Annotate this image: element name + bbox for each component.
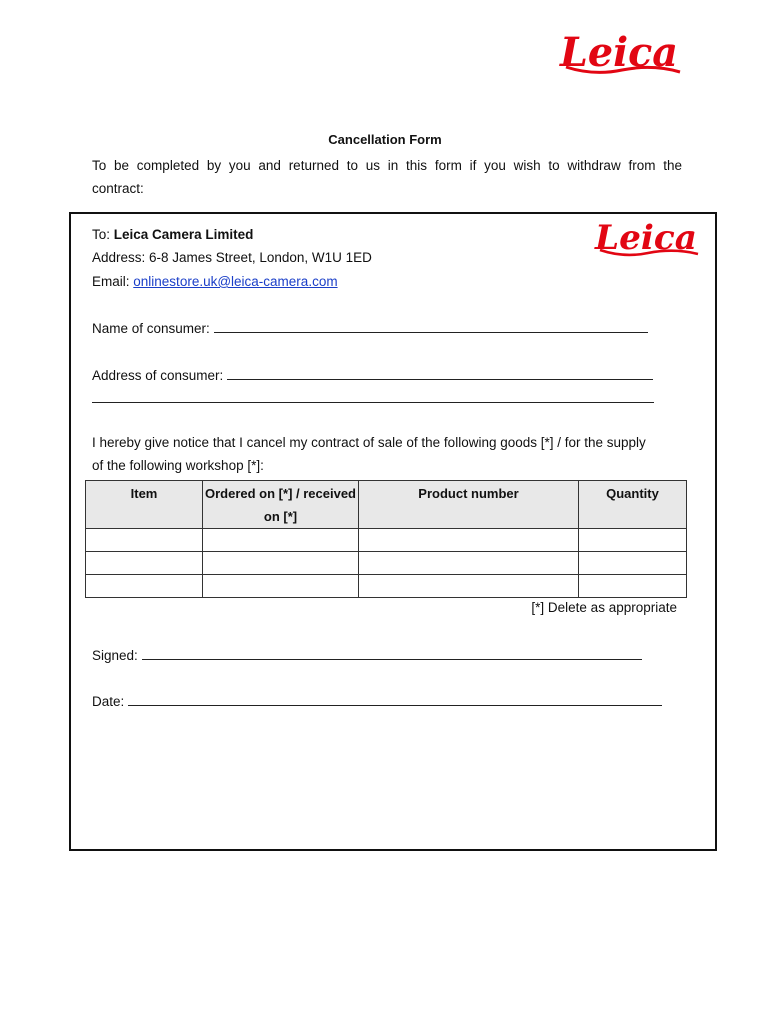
logo-text: Leica — [593, 218, 697, 258]
form-title: Cancellation Form — [328, 132, 442, 147]
cell-item[interactable] — [86, 552, 203, 575]
date-label: Date: — [92, 694, 125, 709]
signed-field — [92, 646, 642, 663]
address-blank-1[interactable] — [227, 366, 653, 380]
recipient-address: Address: 6-8 James Street, London, W1U 1ED — [92, 250, 372, 265]
table-row — [86, 575, 687, 598]
date-field — [92, 692, 662, 709]
header-quantity: Quantity — [579, 481, 687, 529]
cell-product-number[interactable] — [359, 552, 579, 575]
goods-table — [85, 480, 687, 598]
address-blank-2[interactable] — [92, 389, 654, 403]
email-link[interactable]: onlinestore.uk@leica-camera.com — [133, 274, 338, 289]
email-line — [92, 274, 338, 289]
email-label: Email: — [92, 274, 130, 289]
to-label: To: — [92, 227, 111, 242]
cell-quantity[interactable] — [579, 529, 687, 552]
cell-product-number[interactable] — [359, 529, 579, 552]
cell-product-number[interactable] — [359, 575, 579, 598]
intro-text-line-2: contract: — [92, 181, 144, 196]
recipient-line — [92, 227, 253, 242]
name-field — [92, 319, 648, 336]
cell-ordered[interactable] — [203, 575, 359, 598]
signed-blank[interactable] — [142, 646, 642, 660]
header-item: Item — [86, 481, 203, 529]
notice-line-2: of the following workshop [*]: — [92, 458, 264, 473]
footnote: [*] Delete as appropriate — [531, 600, 677, 615]
cell-ordered[interactable] — [203, 552, 359, 575]
cell-ordered[interactable] — [203, 529, 359, 552]
header-ordered-received: Ordered on [*] / received on [*] — [203, 481, 359, 529]
notice-line-1: I hereby give notice that I cancel my contract of sale of the following goods [*] / for the supply — [92, 435, 646, 450]
table-row — [86, 529, 687, 552]
address-field-line-2 — [92, 389, 654, 406]
name-label: Name of consumer: — [92, 321, 210, 336]
address-label: Address of consumer: — [92, 368, 224, 383]
table-row — [86, 552, 687, 575]
address-field — [92, 366, 653, 383]
leica-logo — [556, 22, 684, 82]
cell-item[interactable] — [86, 529, 203, 552]
company-name: Leica Camera Limited — [113, 227, 254, 242]
cell-item[interactable] — [86, 575, 203, 598]
logo-text: Leica — [559, 29, 678, 76]
date-blank[interactable] — [128, 692, 662, 706]
table-header-row — [86, 481, 687, 529]
name-blank[interactable] — [214, 319, 648, 333]
intro-text-line-1: To be completed by you and returned to us in this form if you wish to withdraw from the — [92, 158, 682, 173]
cell-quantity[interactable] — [579, 575, 687, 598]
cell-quantity[interactable] — [579, 552, 687, 575]
leica-logo-small — [592, 212, 702, 262]
signed-label: Signed: — [92, 648, 138, 663]
header-product-number: Product number — [359, 481, 579, 529]
